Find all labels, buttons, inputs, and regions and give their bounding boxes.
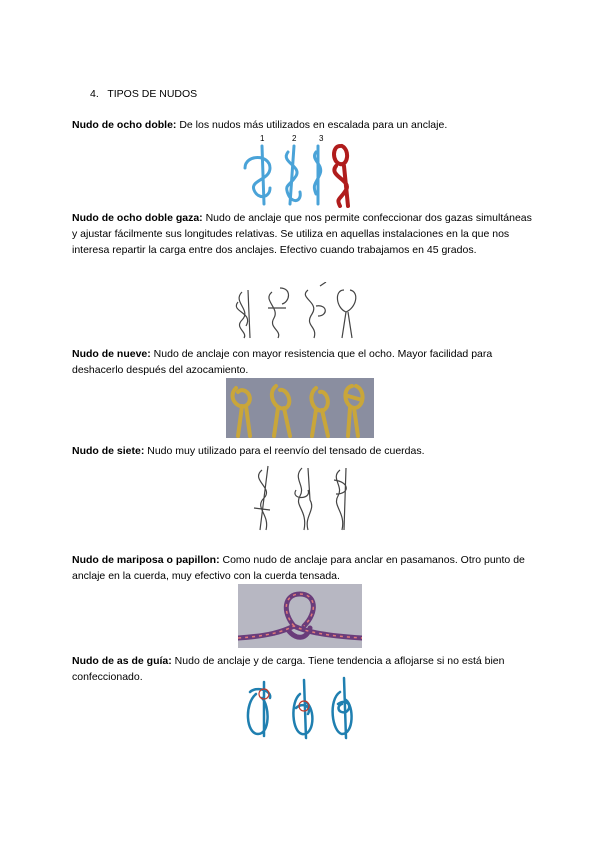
knot-description-nueve (72, 346, 532, 378)
figure-nueve (226, 378, 374, 438)
knot-name: Nudo de mariposa o papillon: (72, 554, 220, 566)
knot-description-ocho-doble (72, 117, 532, 133)
knot-desc: Nudo de anclaje con mayor resistencia que el ocho. Mayor facilidad para deshacerlo después del azocamiento. (72, 348, 493, 376)
figure-mariposa (238, 584, 362, 648)
knot-desc: Como nudo de anclaje para anclar en pasamanos. Otro punto de anclaje en la cuerda, muy efectivo con la cuerda tensada. (72, 554, 525, 582)
step-label: 3 (319, 134, 324, 143)
section-title: TIPOS DE NUDOS (107, 88, 198, 100)
knot-name: Nudo de as de guía: (72, 655, 172, 667)
figure-siete (246, 460, 358, 534)
knot-desc: Nudo de anclaje que nos permite confeccionar dos gazas simultáneas y ajustar fácilmente sus longitudes relativas. Se utiliza en aquellas instalaciones en la que nos interesa repartir la carga entre dos anclajes. Efectivo cuando trabajamos en 45 grados. (72, 212, 532, 256)
figure-ocho-doble (240, 132, 370, 208)
knot-desc: Nudo de anclaje y de carga. Tiene tendencia a aflojarse si no está bien confeccionado. (72, 655, 505, 683)
step-label: 1 (260, 134, 265, 143)
knot-name: Nudo de nueve: (72, 348, 151, 360)
knot-desc: De los nudos más utilizados en escalada para un anclaje. (176, 119, 448, 131)
knot-description-ocho-doble-gaza (72, 210, 532, 258)
step-label: 2 (292, 134, 297, 143)
knot-description-mariposa (72, 552, 532, 584)
knot-name: Nudo de ocho doble gaza: (72, 212, 203, 224)
section-number: 4. (90, 88, 99, 100)
figure-as-de-guia (242, 676, 362, 742)
knot-description-siete (72, 443, 532, 459)
knot-name: Nudo de ocho doble: (72, 119, 177, 131)
knot-name: Nudo de siete: (72, 445, 145, 457)
section-heading (90, 88, 197, 100)
knot-desc: Nudo muy utilizado para el reenvío del tensado de cuerdas. (144, 445, 425, 457)
figure-ocho-doble-gaza (228, 282, 373, 340)
